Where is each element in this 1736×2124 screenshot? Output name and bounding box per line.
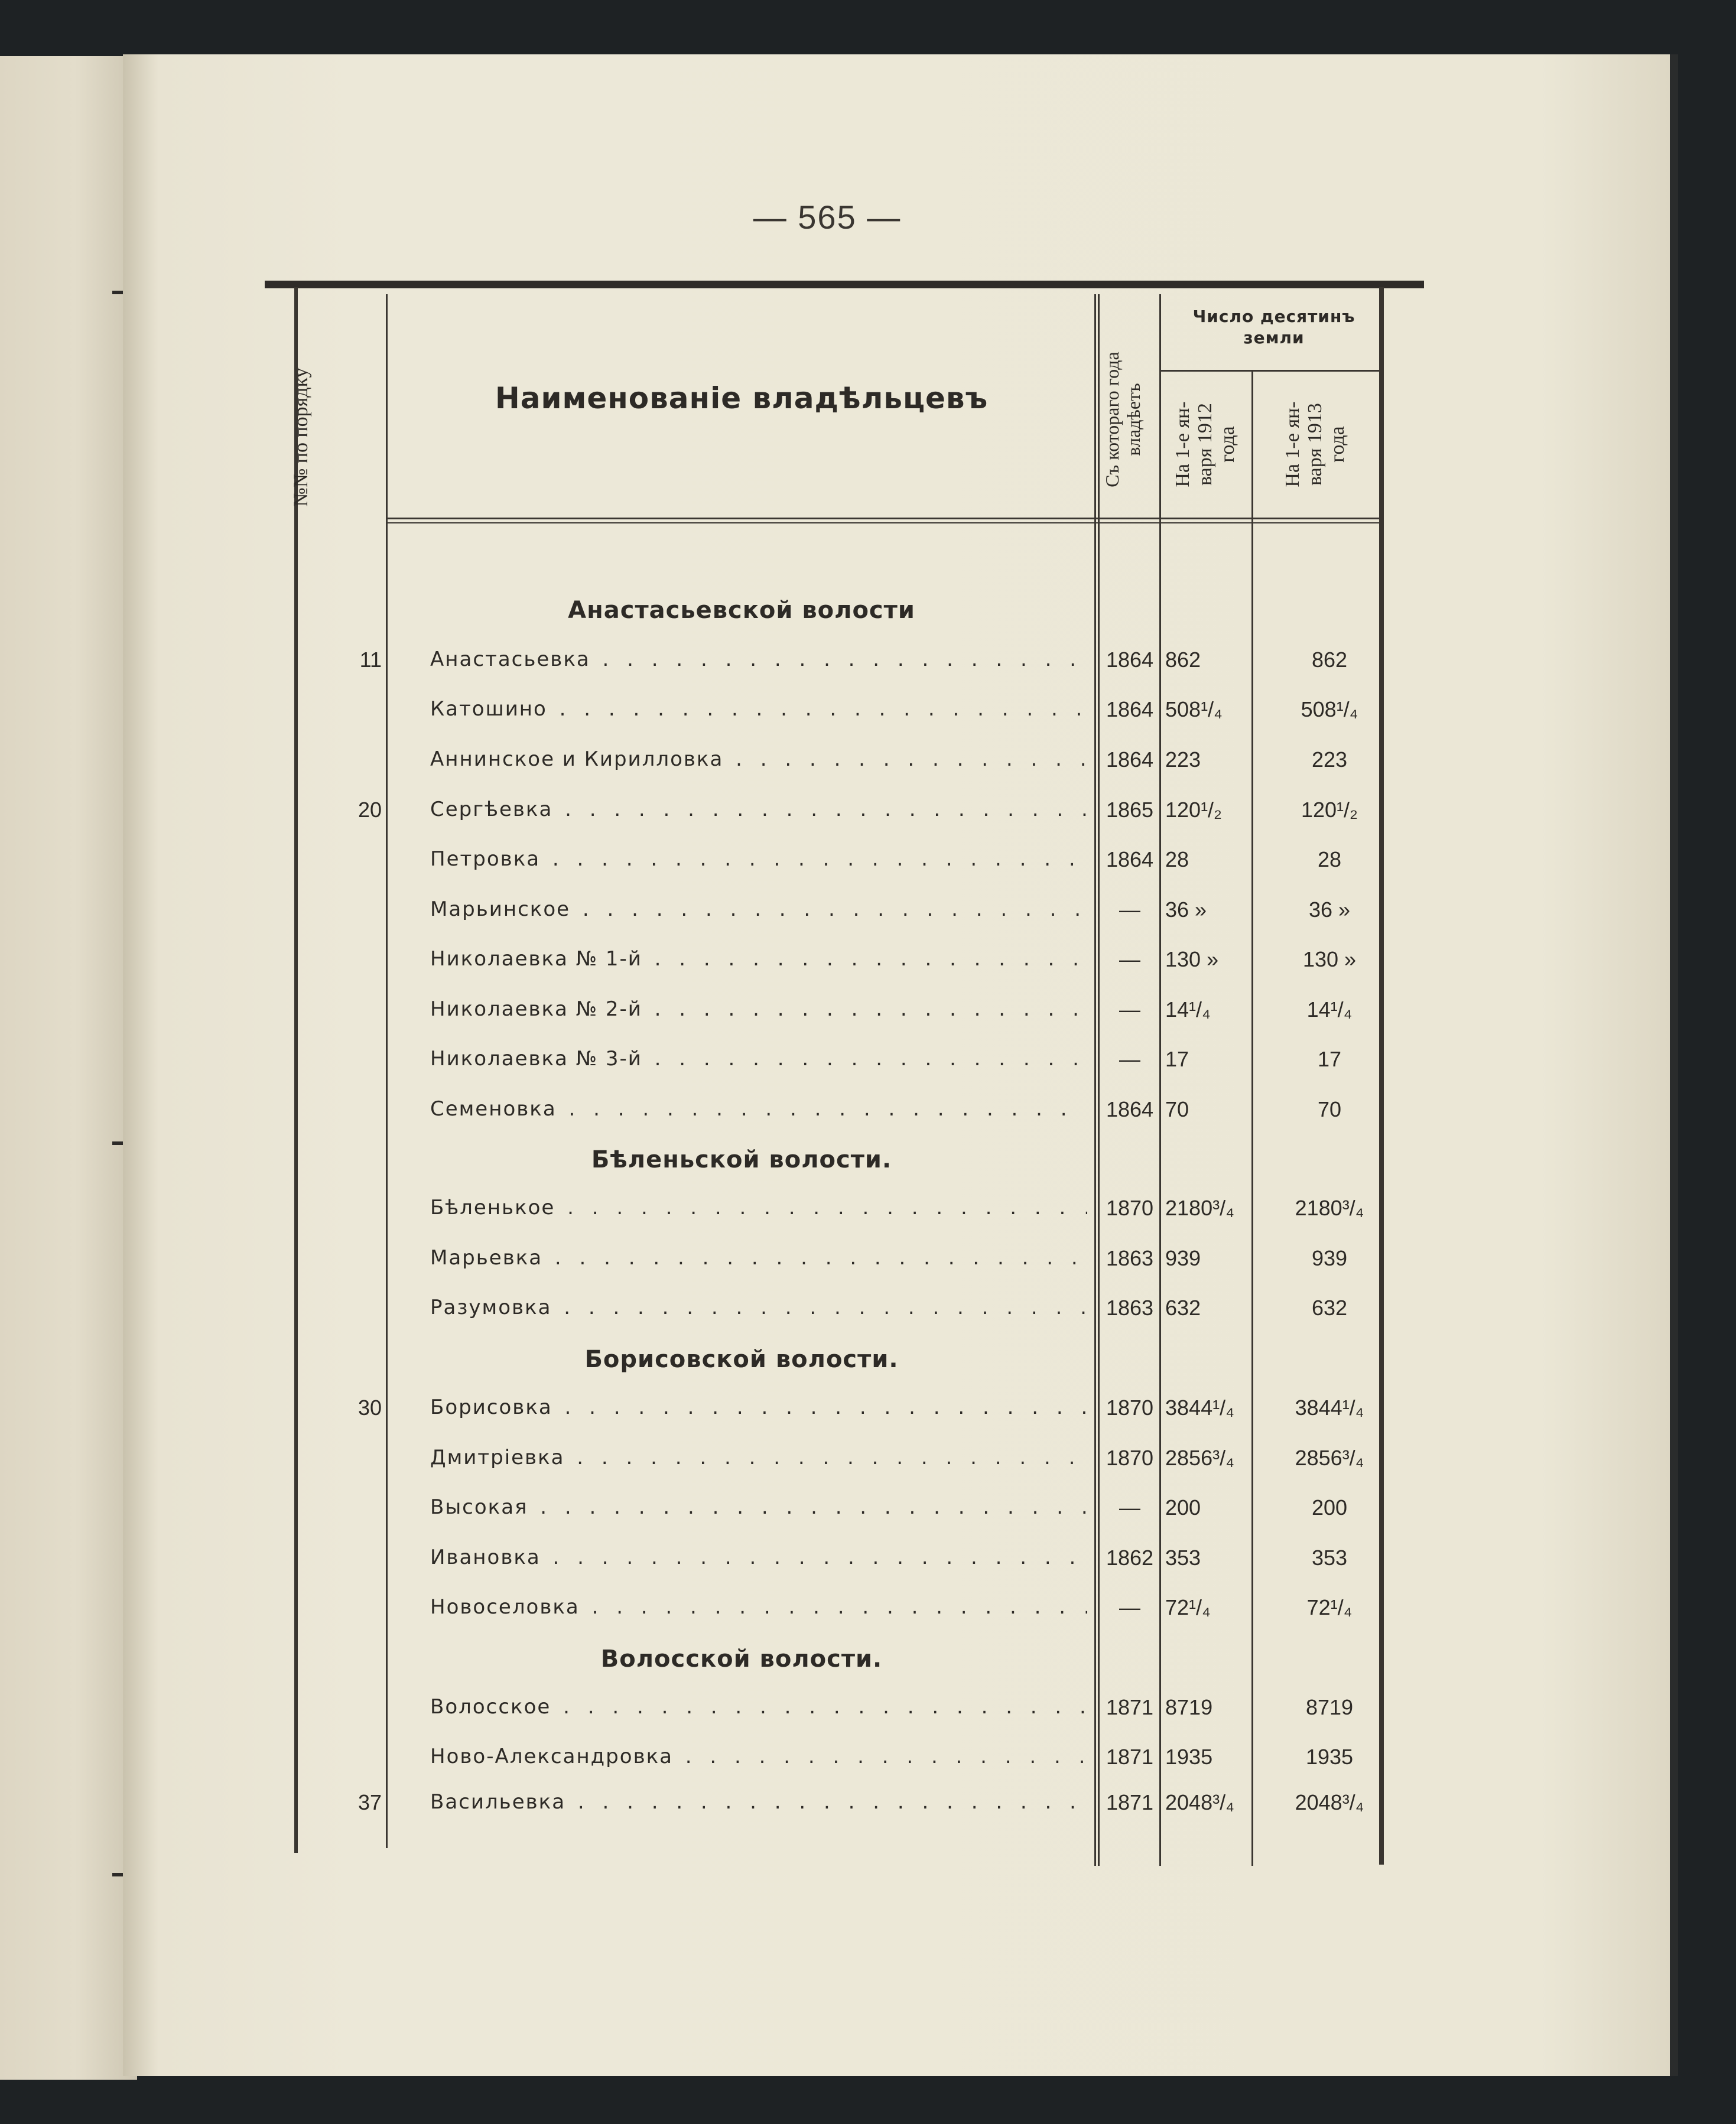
area-1913: 2180³/₄	[1295, 1196, 1364, 1220]
row-number: 30	[357, 1396, 382, 1420]
table-row	[0, 1296, 1736, 1331]
area-1912: 28	[1165, 847, 1189, 871]
table-top-rule	[265, 281, 1424, 288]
area-1913: 508¹/₄	[1301, 697, 1358, 721]
area-1913: 200	[1311, 1495, 1348, 1520]
year-value: 1864	[1106, 697, 1154, 721]
year-value: 1871	[1106, 1695, 1154, 1719]
table-row	[0, 897, 1736, 933]
table-row	[0, 747, 1736, 783]
area-1913: 632	[1311, 1296, 1348, 1320]
area-1912: 130 »	[1165, 947, 1219, 971]
owner-name: Новоселовка . . .	[430, 1595, 1087, 1619]
owner-name: Семеновка . . .	[430, 1097, 1087, 1121]
row-number: 37	[357, 1790, 382, 1814]
table-row	[0, 1246, 1736, 1281]
area-1912: 3844¹/₄	[1165, 1396, 1234, 1420]
header-1913-line3: года	[1327, 426, 1348, 463]
area-1912: 14¹/₄	[1165, 997, 1211, 1022]
owner-name: Ивановка . . .	[430, 1546, 1087, 1569]
table-row	[0, 1396, 1736, 1431]
area-1913: 17	[1317, 1047, 1342, 1071]
year-value: 1864	[1106, 1097, 1154, 1121]
area-1913: 8719	[1305, 1695, 1354, 1719]
area-1912: 2048³/₄	[1165, 1790, 1234, 1814]
area-1913: 28	[1317, 847, 1342, 871]
table-row	[0, 847, 1736, 883]
header-year-line2: владѣетъ	[1123, 383, 1144, 456]
area-1912: 508¹/₄	[1165, 697, 1223, 721]
year-value: 1870	[1106, 1446, 1154, 1470]
owner-name: Борисовка . . .	[430, 1396, 1087, 1419]
table-row	[0, 947, 1736, 983]
area-1913: 939	[1311, 1246, 1348, 1270]
year-value: 1863	[1106, 1296, 1154, 1320]
year-value: —	[1119, 1047, 1140, 1071]
area-1913: 36 »	[1308, 897, 1351, 922]
area-1913: 1935	[1305, 1745, 1354, 1769]
owner-name: Разумовка . . .	[430, 1296, 1087, 1319]
owner-name: Николаевка № 2-й . . .	[430, 997, 1087, 1021]
area-1912: 862	[1165, 648, 1201, 672]
year-value: 1864	[1106, 747, 1154, 772]
year-value: —	[1119, 1495, 1140, 1520]
area-1913: 130 »	[1302, 947, 1357, 971]
owner-name: Сергѣевка . . .	[430, 798, 1087, 821]
header-number-column: №№ по порядку	[290, 367, 312, 507]
owner-name: Петровка . . .	[430, 847, 1087, 871]
area-1912: 1935	[1165, 1745, 1213, 1769]
area-1913: 2856³/₄	[1295, 1446, 1364, 1470]
area-1912: 120¹/₂	[1165, 798, 1223, 822]
owner-name: Дмитріевка . . .	[430, 1446, 1087, 1469]
table-row	[0, 1446, 1736, 1481]
area-1912: 36 »	[1165, 897, 1207, 922]
area-1912: 2180³/₄	[1165, 1196, 1234, 1220]
area-1912: 200	[1165, 1495, 1201, 1520]
year-value: —	[1119, 897, 1140, 922]
owner-name: Анастасьевка . . .	[430, 648, 1087, 671]
year-value: 1871	[1106, 1745, 1154, 1769]
header-bottom-rule-b	[388, 522, 1380, 523]
owner-name: Волосское . . .	[430, 1695, 1087, 1719]
row-number: 20	[357, 798, 382, 822]
area-1912: 223	[1165, 747, 1201, 772]
header-1912-line3: года	[1217, 426, 1238, 463]
table-row	[0, 1695, 1736, 1731]
year-value: 1871	[1106, 1790, 1154, 1814]
area-1912: 72¹/₄	[1165, 1595, 1211, 1619]
area-1912: 353	[1165, 1546, 1201, 1570]
table-row	[0, 1047, 1736, 1082]
owner-name: Марьевка . . .	[430, 1246, 1087, 1270]
owner-name: Васильевка . . .	[430, 1790, 1087, 1814]
header-year-line1: Съ котораго года	[1101, 352, 1123, 487]
area-1912: 939	[1165, 1246, 1201, 1270]
owner-name: Высокая . . .	[430, 1495, 1087, 1519]
header-1912-line1: На 1-е ян-	[1172, 401, 1194, 487]
header-bottom-rule-a	[388, 518, 1380, 519]
year-value: 1864	[1106, 648, 1154, 672]
header-1912-line2: варя 1912	[1194, 403, 1216, 486]
year-value: 1865	[1106, 798, 1154, 822]
group-underline	[1159, 370, 1380, 372]
area-1913: 2048³/₄	[1295, 1790, 1364, 1814]
year-value: 1870	[1106, 1396, 1154, 1420]
owner-name: Катошино . . .	[430, 697, 1087, 721]
table-row	[0, 697, 1736, 733]
area-1913: 3844¹/₄	[1295, 1396, 1364, 1420]
table-row	[0, 648, 1736, 683]
year-value: —	[1119, 1595, 1140, 1619]
year-value: 1862	[1106, 1546, 1154, 1570]
table-row	[0, 997, 1736, 1033]
year-value: 1863	[1106, 1246, 1154, 1270]
year-value: —	[1119, 947, 1140, 971]
table-row	[0, 1196, 1736, 1231]
header-1913-line2: варя 1913	[1304, 403, 1326, 486]
area-1912: 632	[1165, 1296, 1201, 1320]
area-1913: 120¹/₂	[1301, 798, 1358, 822]
area-1913: 353	[1311, 1546, 1348, 1570]
owner-name: Аннинское и Кирилловка . . .	[430, 747, 1087, 771]
table-row	[0, 1745, 1736, 1780]
owner-name: Ново-Александровка . . .	[430, 1745, 1087, 1768]
area-1913: 72¹/₄	[1306, 1595, 1353, 1619]
section-heading: Волосской волости.	[600, 1645, 883, 1673]
row-number: 11	[359, 648, 382, 672]
year-value: 1870	[1106, 1196, 1154, 1220]
owner-name: Николаевка № 3-й . . .	[430, 1047, 1087, 1071]
table-row	[0, 1790, 1736, 1826]
area-1912: 8719	[1165, 1695, 1213, 1719]
area-1913: 14¹/₄	[1306, 997, 1353, 1022]
year-value: —	[1119, 997, 1140, 1022]
area-1912: 17	[1165, 1047, 1189, 1071]
area-1912: 70	[1165, 1097, 1189, 1121]
header-1913-column	[1282, 401, 1349, 487]
area-1913: 862	[1311, 648, 1348, 672]
area-1913: 223	[1311, 747, 1348, 772]
year-value: 1864	[1106, 847, 1154, 871]
header-1912-column	[1172, 401, 1239, 487]
page-number: — 565 —	[753, 199, 902, 236]
owner-name: Бѣленькое . . .	[430, 1196, 1087, 1219]
table-row	[0, 1097, 1736, 1133]
owner-name: Николаевка № 1-й . . .	[430, 947, 1087, 971]
table-row	[0, 1495, 1736, 1531]
area-1912: 2856³/₄	[1165, 1446, 1234, 1470]
header-year-column	[1101, 352, 1144, 487]
header-land-group: Число десятинъ земли	[1192, 307, 1355, 347]
table-row	[0, 798, 1736, 833]
owner-name: Марьинское . . .	[430, 897, 1087, 921]
section-heading: Борисовской волости.	[584, 1346, 899, 1373]
area-1913: 70	[1317, 1097, 1342, 1121]
table-row	[0, 1595, 1736, 1631]
section-heading: Анастасьевской волости	[568, 597, 915, 624]
header-1913-line1: На 1-е ян-	[1282, 401, 1303, 487]
table-row	[0, 1546, 1736, 1581]
header-owner-name: Наименованіе владѣльцевъ	[495, 381, 989, 415]
section-heading: Бѣленьской волости.	[591, 1146, 892, 1173]
